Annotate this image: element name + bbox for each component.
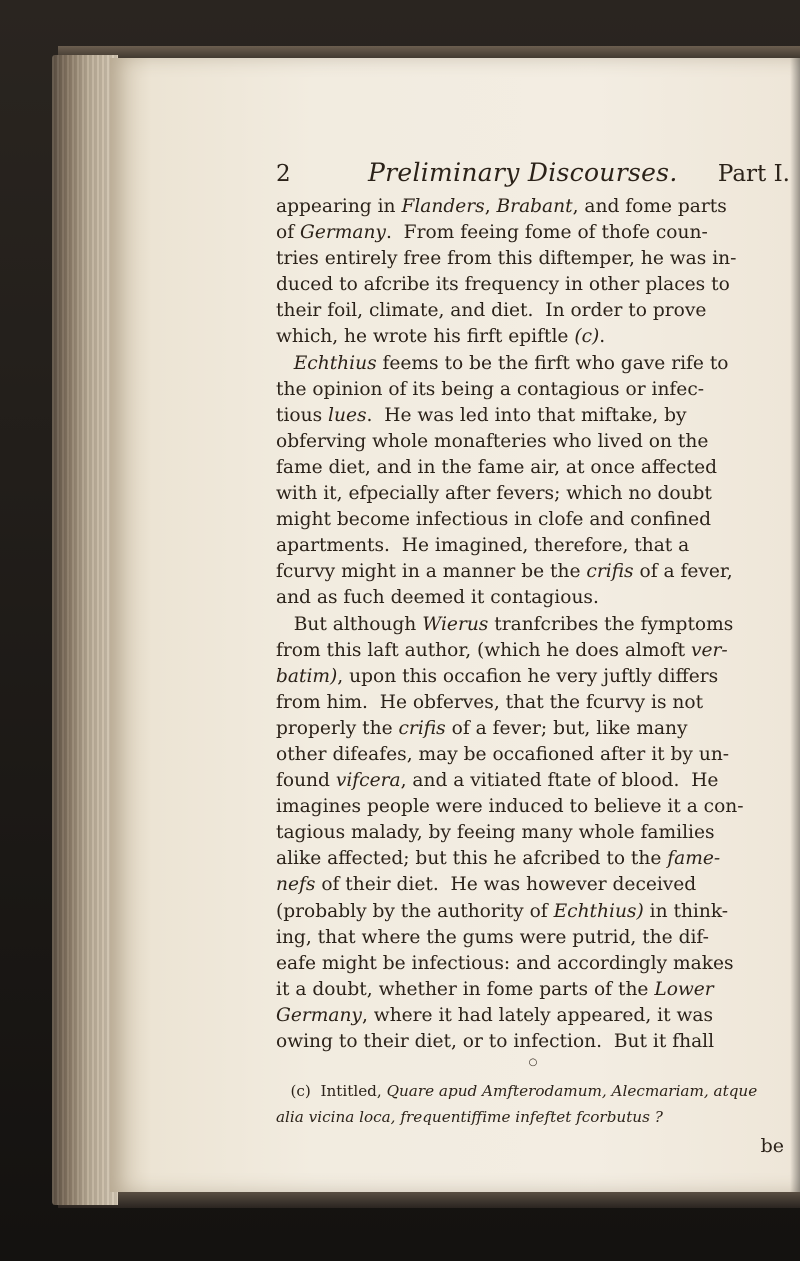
text-line xyxy=(276,716,790,742)
text-run: But although xyxy=(276,613,423,635)
text-line xyxy=(276,1029,790,1055)
text-run: batim) xyxy=(276,665,338,687)
text-run: nefs xyxy=(276,874,316,896)
text-run: Lower xyxy=(654,978,714,1000)
text-run: lues xyxy=(328,404,367,426)
text-line xyxy=(276,638,790,664)
text-run: feems to be the firft who gave rife to xyxy=(376,352,729,374)
text-line xyxy=(276,351,790,377)
text-run: Brabant xyxy=(496,196,573,217)
footnote-ornament: ○ xyxy=(528,1057,538,1069)
text-line xyxy=(276,872,790,898)
text-run: vifcera xyxy=(335,770,401,792)
text-line xyxy=(276,429,790,455)
text-run: duced to afcribe its frequency in other places to xyxy=(276,274,730,296)
text-run: . xyxy=(599,326,606,348)
text-run: imagines people were induced to believe it a con- xyxy=(276,796,744,818)
text-run: (c) Intitled, xyxy=(276,1082,387,1101)
text-run: might become infectious in clofe and confined xyxy=(276,509,712,531)
text-run: crifis xyxy=(586,561,634,583)
footnote-line xyxy=(276,1107,790,1133)
text-run: in think- xyxy=(643,900,729,922)
text-run: , where it had lately appeared, it was xyxy=(361,1004,714,1026)
text-line xyxy=(276,455,790,481)
text-run: , and fome parts xyxy=(572,196,727,217)
text-run: Echthius) xyxy=(553,900,644,922)
text-run: of a fever, xyxy=(633,561,733,583)
running-title: Preliminary Discourses. xyxy=(368,158,678,187)
text-run: Echthius xyxy=(293,352,377,374)
text-run: ing, that where the gums were putrid, the dif- xyxy=(276,926,709,948)
text-line xyxy=(276,742,790,768)
text-run: fame- xyxy=(667,848,721,870)
text-run: Quare apud Amfterodamum, Alecmariam, atque xyxy=(386,1082,758,1101)
text-line xyxy=(276,664,790,690)
text-line xyxy=(276,403,790,429)
text-run: (c) xyxy=(574,326,600,348)
body-text xyxy=(276,194,790,1055)
text-line xyxy=(276,977,790,1003)
text-run: . From feeing fome of thofe coun- xyxy=(385,222,708,244)
text-run: owing to their diet, or to infection. But it fhall xyxy=(276,1031,715,1052)
text-run: Germany xyxy=(276,1004,362,1026)
text-line xyxy=(276,298,790,324)
text-line xyxy=(276,925,790,951)
running-header xyxy=(276,158,790,190)
text-run: , upon this occafion he very juftly differs xyxy=(337,665,719,687)
text-line xyxy=(276,559,790,585)
text-run: found xyxy=(276,770,336,792)
text-run: , and a vitiated ftate of blood. He xyxy=(400,770,719,792)
text-line xyxy=(276,690,790,716)
text-line xyxy=(276,1003,790,1029)
text-run: eafe might be infectious: and accordingly makes xyxy=(276,952,734,974)
text-run: appearing in xyxy=(276,196,402,217)
text-line xyxy=(276,272,790,298)
text-run: crifis xyxy=(398,717,446,739)
text-line xyxy=(276,377,790,403)
text-line xyxy=(276,246,790,272)
text-run: of xyxy=(276,222,300,244)
text-line xyxy=(276,220,790,246)
book-spine xyxy=(52,55,118,1205)
text-run: Wierus xyxy=(422,613,489,635)
text-run: fcurvy might in a manner be the xyxy=(276,561,587,583)
text-run: from this laft author, (which he does almoft xyxy=(276,639,691,661)
text-run: alia vicina loca, frequentiffime infeftet fcorbutus ? xyxy=(276,1108,663,1127)
text-run: apartments. He imagined, therefore, that a xyxy=(276,535,690,557)
text-run: fame diet, and in the fame air, at once affected xyxy=(276,456,717,478)
text-line xyxy=(276,768,790,794)
text-line xyxy=(276,899,790,925)
text-run: the opinion of its being a contagious or infec- xyxy=(276,378,705,400)
text-run xyxy=(276,353,294,374)
text-run: of a fever; but, like many xyxy=(445,717,688,739)
text-run: . He was led into that miftake, by xyxy=(366,404,687,426)
text-line xyxy=(276,585,790,611)
text-line xyxy=(276,324,790,350)
text-run: which, he wrote his firft epiftle xyxy=(276,326,575,348)
text-line xyxy=(276,507,790,533)
text-run: other difeafes, may be occafioned after it by un- xyxy=(276,743,730,765)
text-run: their foil, climate, and diet. In order to prove xyxy=(276,300,707,322)
text-run: of their diet. He was however deceived xyxy=(315,874,697,896)
text-run: (probably by the authority of xyxy=(276,900,554,922)
part-label: Part I. xyxy=(717,161,790,187)
text-run: it a doubt, whether in fome parts of the xyxy=(276,978,655,1000)
page-edge-shadow xyxy=(790,58,800,1192)
text-line xyxy=(276,951,790,977)
page-number: 2 xyxy=(276,161,291,187)
text-run: and as fuch deemed it contagious. xyxy=(276,587,599,609)
text-run: obferving whole monafteries who lived on the xyxy=(276,430,709,452)
text-run: Germany xyxy=(300,222,386,244)
text-run: tranfcribes the fymptoms xyxy=(488,613,734,635)
text-run: , xyxy=(484,196,497,217)
text-run: tious xyxy=(276,404,329,426)
text-line xyxy=(276,481,790,507)
text-run: alike affected; but this he afcribed to the xyxy=(276,848,668,870)
text-run: properly the xyxy=(276,717,399,739)
footnote xyxy=(276,1081,790,1133)
text-run: tries entirely free from this diftemper, he was in- xyxy=(276,248,737,270)
page-content xyxy=(276,158,790,1157)
text-line xyxy=(276,612,790,638)
text-line xyxy=(276,846,790,872)
catchword: be xyxy=(760,1135,784,1158)
text-run: Flanders xyxy=(401,196,485,217)
text-line xyxy=(276,794,790,820)
text-run: tagious malady, by feeing many whole families xyxy=(276,822,715,844)
text-line xyxy=(276,533,790,559)
footnote-line xyxy=(276,1081,790,1107)
text-run: from him. He obferves, that the fcurvy is not xyxy=(276,691,704,713)
text-run: ver- xyxy=(690,639,728,661)
text-line xyxy=(276,194,790,220)
text-line xyxy=(276,820,790,846)
text-run: with it, efpecially after fevers; which no doubt xyxy=(276,483,712,505)
